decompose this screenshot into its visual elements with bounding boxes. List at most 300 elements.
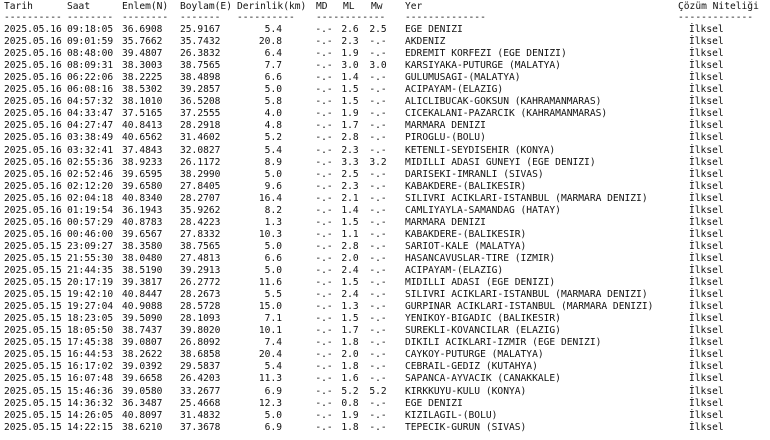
cell-place: ACIPAYAM-(ELAZIG) <box>405 84 504 96</box>
cell-longitude: 27.8405 <box>180 180 221 192</box>
cell-mw: -.- <box>369 144 387 156</box>
cell-ml: 5.2 <box>341 385 359 397</box>
cell-depth: 6.9 <box>264 421 282 433</box>
cell-latitude: 35.7662 <box>122 36 163 48</box>
cell-ml: 2.0 <box>341 252 359 264</box>
cell-longitude: 33.2677 <box>180 385 221 397</box>
cell-time: 02:04:18 <box>67 192 114 204</box>
cell-latitude: 40.9088 <box>122 301 163 313</box>
table-row <box>0 313 770 325</box>
cell-time: 04:33:47 <box>67 108 114 120</box>
table-row <box>0 193 770 205</box>
cell-md: -.- <box>315 277 333 289</box>
cell-ml: 1.7 <box>341 325 359 337</box>
cell-mw: 3.0 <box>369 60 387 72</box>
table-row <box>0 253 770 265</box>
cell-time: 15:46:36 <box>67 385 114 397</box>
cell-time: 00:46:00 <box>67 228 114 240</box>
table-row <box>0 108 770 120</box>
cell-depth: 1.3 <box>264 216 282 228</box>
cell-quality: İlksel <box>689 84 724 96</box>
cell-time: 21:44:35 <box>67 265 114 276</box>
cell-ml: 1.5 <box>341 216 359 228</box>
cell-place: MIDILLI ADASI (EGE DENIZI) <box>405 277 556 289</box>
cell-ml: 2.4 <box>341 265 359 276</box>
cell-latitude: 38.5190 <box>122 265 163 276</box>
cell-time: 04:57:32 <box>67 96 114 108</box>
cell-place: MIDILLI ADASI GUNEYI (EGE DENIZI) <box>405 156 596 168</box>
cell-date: 2025.05.16 <box>4 120 62 132</box>
cell-place: CICEKALANI-PAZARCIK (KAHRAMANMARAS) <box>405 108 608 120</box>
cell-latitude: 39.6658 <box>122 373 163 385</box>
cell-quality: İlksel <box>689 36 724 48</box>
cell-latitude: 36.3487 <box>122 397 163 409</box>
table-row <box>0 181 770 193</box>
cell-longitude: 38.7565 <box>180 60 221 72</box>
cell-md: -.- <box>315 36 333 48</box>
cell-longitude: 25.9167 <box>180 24 221 35</box>
cell-place: MARMARA DENIZI <box>405 120 486 132</box>
cell-quality: İlksel <box>689 240 724 252</box>
cell-place: ACIPAYAM-(ELAZIG) <box>405 265 504 276</box>
cell-mw: 2.5 <box>369 24 387 35</box>
separator-row <box>0 12 770 24</box>
cell-place: EGE DENIZI <box>405 24 463 35</box>
cell-date: 2025.05.16 <box>4 36 62 48</box>
cell-time: 03:32:41 <box>67 144 114 156</box>
cell-latitude: 36.1943 <box>122 204 163 216</box>
cell-quality: İlksel <box>689 168 724 180</box>
cell-ml: 3.3 <box>341 156 359 168</box>
cell-quality: İlksel <box>689 180 724 192</box>
cell-depth: 4.0 <box>264 108 282 120</box>
cell-latitude: 37.5165 <box>122 108 163 120</box>
cell-latitude: 38.5302 <box>122 84 163 96</box>
cell-time: 06:08:16 <box>67 84 114 96</box>
table-row <box>0 157 770 169</box>
cell-depth: 5.0 <box>264 265 282 276</box>
cell-depth: 10.3 <box>258 228 282 240</box>
cell-time: 03:38:49 <box>67 132 114 144</box>
cell-longitude: 29.5837 <box>180 361 221 373</box>
cell-time: 08:48:00 <box>67 48 114 60</box>
table-row <box>0 217 770 229</box>
cell-longitude: 39.2857 <box>180 84 221 96</box>
separator-depth: ---------- <box>237 12 295 23</box>
cell-place: SARIOT-KALE (MALATYA) <box>405 240 527 252</box>
cell-ml: 1.5 <box>341 96 359 108</box>
cell-place: GURPINAR ACIKLARI-ISTANBUL (MARMARA DENIZI) <box>405 301 654 313</box>
cell-depth: 5.0 <box>264 84 282 96</box>
col-header-lon: Boylam(E) <box>180 1 232 12</box>
cell-date: 2025.05.15 <box>4 361 62 373</box>
separator-place: -------------- <box>405 12 486 23</box>
cell-md: -.- <box>315 252 333 264</box>
cell-time: 01:19:54 <box>67 204 114 216</box>
cell-time: 23:09:27 <box>67 240 114 252</box>
cell-depth: 11.6 <box>258 277 282 289</box>
cell-longitude: 26.8092 <box>180 337 221 349</box>
cell-quality: İlksel <box>689 156 724 168</box>
table-row <box>0 84 770 96</box>
cell-time: 02:55:36 <box>67 156 114 168</box>
cell-time: 14:26:05 <box>67 409 114 421</box>
cell-place: KARSIYAKA-PUTURGE (MALATYA) <box>405 60 561 72</box>
cell-ml: 1.6 <box>341 373 359 385</box>
cell-time: 18:05:50 <box>67 325 114 337</box>
cell-depth: 6.4 <box>264 48 282 60</box>
cell-longitude: 26.1172 <box>180 156 221 168</box>
cell-date: 2025.05.16 <box>4 156 62 168</box>
table-row <box>0 373 770 385</box>
cell-md: -.- <box>315 132 333 144</box>
cell-quality: İlksel <box>689 361 724 373</box>
cell-latitude: 40.6562 <box>122 132 163 144</box>
cell-md: -.- <box>315 48 333 60</box>
cell-date: 2025.05.15 <box>4 313 62 325</box>
cell-time: 16:17:02 <box>67 361 114 373</box>
cell-quality: İlksel <box>689 48 724 60</box>
cell-latitude: 38.1010 <box>122 96 163 108</box>
cell-place: CEBRAIL-GEDIZ (KUTAHYA) <box>405 361 538 373</box>
table-row <box>0 265 770 277</box>
cell-ml: 2.1 <box>341 192 359 204</box>
cell-time: 14:22:15 <box>67 421 114 433</box>
cell-depth: 7.1 <box>264 313 282 325</box>
cell-place: HASANCAVUSLAR-TIRE (IZMIR) <box>405 252 556 264</box>
cell-mw: -.- <box>369 204 387 216</box>
cell-time: 19:42:10 <box>67 289 114 301</box>
cell-latitude: 39.0580 <box>122 385 163 397</box>
cell-ml: 2.4 <box>341 289 359 301</box>
table-row <box>0 229 770 241</box>
cell-md: -.- <box>315 373 333 385</box>
cell-quality: İlksel <box>689 192 724 204</box>
cell-quality: İlksel <box>689 144 724 156</box>
cell-ml: 0.8 <box>341 397 359 409</box>
cell-longitude: 28.2707 <box>180 192 221 204</box>
cell-ml: 2.5 <box>341 168 359 180</box>
separator-time: -------- <box>67 12 114 23</box>
cell-longitude: 35.7432 <box>180 36 221 48</box>
cell-ml: 1.5 <box>341 313 359 325</box>
table-row <box>0 410 770 422</box>
cell-mw: -.- <box>369 252 387 264</box>
table-row <box>0 120 770 132</box>
cell-date: 2025.05.15 <box>4 421 62 433</box>
cell-depth: 5.0 <box>264 168 282 180</box>
cell-longitude: 26.4203 <box>180 373 221 385</box>
cell-mw: -.- <box>369 120 387 132</box>
cell-date: 2025.05.16 <box>4 132 62 144</box>
cell-date: 2025.05.16 <box>4 84 62 96</box>
cell-mw: -.- <box>369 192 387 204</box>
table-row <box>0 422 770 434</box>
cell-mw: -.- <box>369 289 387 301</box>
cell-longitude: 32.0827 <box>180 144 221 156</box>
cell-longitude: 37.2555 <box>180 108 221 120</box>
cell-latitude: 39.3817 <box>122 277 163 289</box>
cell-date: 2025.05.16 <box>4 216 62 228</box>
cell-longitude: 31.4602 <box>180 132 221 144</box>
cell-longitude: 31.4832 <box>180 409 221 421</box>
cell-quality: İlksel <box>689 301 724 313</box>
cell-quality: İlksel <box>689 385 724 397</box>
cell-md: -.- <box>315 96 333 108</box>
cell-ml: 1.8 <box>341 337 359 349</box>
cell-latitude: 39.6595 <box>122 168 163 180</box>
table-row <box>0 205 770 217</box>
cell-md: -.- <box>315 289 333 301</box>
cell-mw: -.- <box>369 96 387 108</box>
cell-quality: İlksel <box>689 313 724 325</box>
cell-longitude: 28.1093 <box>180 313 221 325</box>
cell-quality: İlksel <box>689 120 724 132</box>
table-row <box>0 301 770 313</box>
cell-depth: 5.0 <box>264 409 282 421</box>
cell-date: 2025.05.16 <box>4 48 62 60</box>
table-row <box>0 24 770 36</box>
cell-quality: İlksel <box>689 24 724 35</box>
cell-md: -.- <box>315 72 333 84</box>
table-row <box>0 145 770 157</box>
cell-ml: 1.8 <box>341 361 359 373</box>
col-header-date: Tarih <box>4 1 33 12</box>
cell-depth: 8.9 <box>264 156 282 168</box>
cell-md: -.- <box>315 265 333 276</box>
cell-depth: 8.2 <box>264 204 282 216</box>
cell-ml: 2.3 <box>341 180 359 192</box>
cell-mw: 5.2 <box>369 385 387 397</box>
cell-md: -.- <box>315 24 333 35</box>
cell-longitude: 26.2772 <box>180 277 221 289</box>
cell-mw: -.- <box>369 48 387 60</box>
cell-mw: -.- <box>369 397 387 409</box>
cell-md: -.- <box>315 156 333 168</box>
col-header-md: MD <box>316 1 328 12</box>
cell-longitude: 39.2913 <box>180 265 221 276</box>
cell-mw: -.- <box>369 361 387 373</box>
separator-quality: ------------- <box>678 12 754 23</box>
cell-quality: İlksel <box>689 216 724 228</box>
table-row <box>0 72 770 84</box>
cell-date: 2025.05.15 <box>4 265 62 276</box>
cell-md: -.- <box>315 84 333 96</box>
table-row <box>0 289 770 301</box>
cell-time: 19:27:04 <box>67 301 114 313</box>
cell-mw: -.- <box>369 373 387 385</box>
cell-quality: İlksel <box>689 277 724 289</box>
cell-date: 2025.05.16 <box>4 24 62 35</box>
cell-latitude: 38.6210 <box>122 421 163 433</box>
cell-depth: 20.4 <box>258 349 282 361</box>
cell-quality: İlksel <box>689 72 724 84</box>
cell-quality: İlksel <box>689 252 724 264</box>
cell-longitude: 37.3678 <box>180 421 221 433</box>
cell-mw: -.- <box>369 325 387 337</box>
cell-place: KABAKDERE-(BALIKESIR) <box>405 228 527 240</box>
cell-place: EGE DENIZI <box>405 397 463 409</box>
cell-longitude: 38.6858 <box>180 349 221 361</box>
table-row <box>0 398 770 410</box>
cell-latitude: 38.2225 <box>122 72 163 84</box>
cell-quality: İlksel <box>689 337 724 349</box>
cell-mw: -.- <box>369 36 387 48</box>
cell-longitude: 26.3832 <box>180 48 221 60</box>
table-row <box>0 277 770 289</box>
cell-latitude: 40.8783 <box>122 216 163 228</box>
col-header-time: Saat <box>67 1 91 12</box>
cell-mw: -.- <box>369 421 387 433</box>
cell-md: -.- <box>315 108 333 120</box>
cell-mw: -.- <box>369 180 387 192</box>
table-row <box>0 337 770 349</box>
cell-place: CAYKOY-PUTURGE (MALATYA) <box>405 349 544 361</box>
cell-quality: İlksel <box>689 204 724 216</box>
cell-mw: -.- <box>369 240 387 252</box>
separator-magnitudes: ------------ <box>316 12 386 23</box>
cell-mw: -.- <box>369 337 387 349</box>
cell-md: -.- <box>315 192 333 204</box>
cell-place: CAMLIYAYLA-SAMANDAG (HATAY) <box>405 204 561 216</box>
cell-date: 2025.05.16 <box>4 180 62 192</box>
cell-quality: İlksel <box>689 409 724 421</box>
cell-depth: 6.6 <box>264 252 282 264</box>
cell-longitude: 35.9262 <box>180 204 221 216</box>
cell-place: DARISEKI-IMRANLI (SIVAS) <box>405 168 544 180</box>
cell-longitude: 25.4668 <box>180 397 221 409</box>
cell-date: 2025.05.15 <box>4 289 62 301</box>
cell-place: KETENLI-SEYDISEHIR (KONYA) <box>405 144 556 156</box>
table-row <box>0 241 770 253</box>
cell-time: 21:55:30 <box>67 252 114 264</box>
cell-place: DIKILI ACIKLARI-IZMIR (EGE DENIZI) <box>405 337 602 349</box>
cell-quality: İlksel <box>689 289 724 301</box>
cell-latitude: 39.5090 <box>122 313 163 325</box>
cell-depth: 9.6 <box>264 180 282 192</box>
cell-latitude: 39.0807 <box>122 337 163 349</box>
cell-md: -.- <box>315 168 333 180</box>
cell-depth: 5.4 <box>264 361 282 373</box>
cell-latitude: 38.7437 <box>122 325 163 337</box>
cell-depth: 7.7 <box>264 60 282 72</box>
cell-date: 2025.05.16 <box>4 168 62 180</box>
cell-date: 2025.05.16 <box>4 144 62 156</box>
cell-longitude: 38.2990 <box>180 168 221 180</box>
cell-time: 06:22:06 <box>67 72 114 84</box>
cell-time: 14:36:32 <box>67 397 114 409</box>
cell-md: -.- <box>315 301 333 313</box>
table-row <box>0 361 770 373</box>
cell-place: PIROGLU-(BOLU) <box>405 132 486 144</box>
cell-latitude: 40.8413 <box>122 120 163 132</box>
cell-quality: İlksel <box>689 60 724 72</box>
cell-place: YENIKOY-BIGADIC (BALIKESIR) <box>405 313 561 325</box>
cell-md: -.- <box>315 228 333 240</box>
cell-ml: 2.3 <box>341 36 359 48</box>
cell-latitude: 39.0392 <box>122 361 163 373</box>
col-header-ml: ML <box>343 1 355 12</box>
cell-date: 2025.05.16 <box>4 72 62 84</box>
cell-depth: 5.2 <box>264 132 282 144</box>
cell-depth: 5.8 <box>264 96 282 108</box>
cell-time: 00:57:29 <box>67 216 114 228</box>
cell-depth: 5.4 <box>264 144 282 156</box>
cell-ml: 1.9 <box>341 48 359 60</box>
cell-ml: 1.9 <box>341 108 359 120</box>
cell-mw: -.- <box>369 84 387 96</box>
cell-date: 2025.05.15 <box>4 252 62 264</box>
col-header-quality: Çözüm Niteliği <box>678 1 759 12</box>
cell-time: 17:45:38 <box>67 337 114 349</box>
cell-place: AKDENIZ <box>405 36 446 48</box>
cell-depth: 5.0 <box>264 240 282 252</box>
cell-time: 04:27:47 <box>67 120 114 132</box>
cell-place: SILIVRI ACIKLARI-ISTANBUL (MARMARA DENIZI) <box>405 289 648 301</box>
cell-place: ALICLIBUCAK-GOKSUN (KAHRAMANMARAS) <box>405 96 602 108</box>
cell-depth: 16.4 <box>258 192 282 204</box>
cell-latitude: 38.2622 <box>122 349 163 361</box>
cell-date: 2025.05.16 <box>4 108 62 120</box>
cell-mw: -.- <box>369 228 387 240</box>
cell-md: -.- <box>315 120 333 132</box>
cell-md: -.- <box>315 180 333 192</box>
cell-ml: 3.0 <box>341 60 359 72</box>
cell-date: 2025.05.15 <box>4 325 62 337</box>
cell-mw: -.- <box>369 313 387 325</box>
cell-date: 2025.05.15 <box>4 409 62 421</box>
cell-date: 2025.05.16 <box>4 204 62 216</box>
cell-md: -.- <box>315 349 333 361</box>
cell-longitude: 28.5728 <box>180 301 221 313</box>
cell-md: -.- <box>315 421 333 433</box>
cell-depth: 11.3 <box>258 373 282 385</box>
cell-date: 2025.05.15 <box>4 301 62 313</box>
cell-quality: İlksel <box>689 421 724 433</box>
cell-quality: İlksel <box>689 373 724 385</box>
cell-depth: 7.4 <box>264 337 282 349</box>
cell-ml: 1.4 <box>341 72 359 84</box>
cell-latitude: 38.3580 <box>122 240 163 252</box>
cell-ml: 1.5 <box>341 84 359 96</box>
cell-quality: İlksel <box>689 397 724 409</box>
cell-date: 2025.05.15 <box>4 240 62 252</box>
cell-longitude: 28.4223 <box>180 216 221 228</box>
cell-ml: 1.7 <box>341 120 359 132</box>
cell-time: 16:44:53 <box>67 349 114 361</box>
cell-mw: -.- <box>369 132 387 144</box>
cell-md: -.- <box>315 409 333 421</box>
cell-time: 09:01:59 <box>67 36 114 48</box>
cell-ml: 1.1 <box>341 228 359 240</box>
cell-mw: -.- <box>369 349 387 361</box>
cell-ml: 1.9 <box>341 409 359 421</box>
cell-mw: -.- <box>369 301 387 313</box>
cell-date: 2025.05.16 <box>4 60 62 72</box>
table-row <box>0 36 770 48</box>
cell-depth: 12.3 <box>258 397 282 409</box>
cell-mw: -.- <box>369 168 387 180</box>
cell-quality: İlksel <box>689 132 724 144</box>
separator-lat: -------- <box>122 12 169 23</box>
cell-md: -.- <box>315 325 333 337</box>
cell-quality: İlksel <box>689 265 724 276</box>
table-row <box>0 386 770 398</box>
table-row <box>0 132 770 144</box>
cell-date: 2025.05.15 <box>4 277 62 289</box>
cell-longitude: 36.5208 <box>180 96 221 108</box>
cell-place: TEPECIK-GURUN (SIVAS) <box>405 421 527 433</box>
